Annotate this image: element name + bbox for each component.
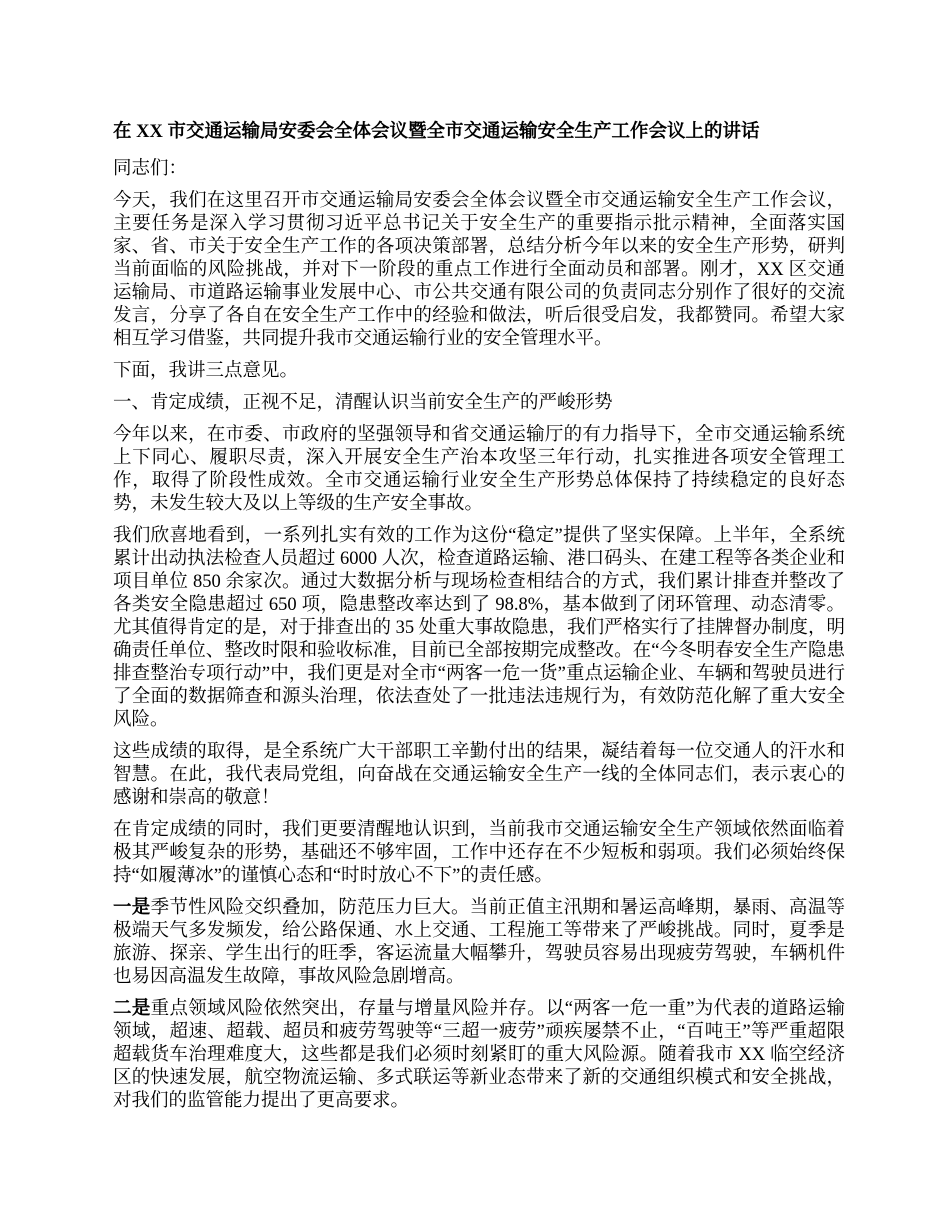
section-heading-1 [113,392,845,415]
paragraph-lead-bold: 一是 [113,898,151,918]
paragraph-text: 今年以来，在市委、市政府的坚强领导和省交通运输厅的有力指导下，全市交通运输系统上下同心、履职尽责，深入开展安全生产治本攻坚三年行动，扎实推进各项安全管理工作，取得了阶段性成效。全市交通运输行业安全生产形势总体保持了持续稳定的良好态势，未发生较大及以上等级的生产安全事故。 [113,425,845,514]
paragraph-text: 季节性风险交织叠加，防范压力巨大。当前正值主汛期和暑运高峰期，暴雨、高温等极端天气多发频发，给公路保通、水上交通、工程施工等带来了严峻挑战。同时，夏季是旅游、探亲、学生出行的旺季，客运流量大幅攀升，驾驶员容易出现疲劳驾驶，车辆机件也易因高温发生故障，事故风险急剧增高。 [113,898,845,987]
paragraph-text: 下面，我讲三点意见。 [113,361,299,381]
paragraph-salutation [113,158,845,181]
paragraph-text: 我们欣喜地看到，一系列扎实有效的工作为这份“稳定”提供了坚实保障。上半年，全系统累计出动执法检查人员超过 6000 人次，检查道路运输、港口码头、在建工程等各类企业和项目单位 850 余家次。通过大数据分析与现场检查相结合的方式，我们累计排查并整改了各类安全隐患超过 650 项，隐患整改率达到了 98.8%，基本做到了闭环管理、动态清零。尤其值得肯定的是，对于排查出的 35 处重大事故隐患，我们严格实行了挂牌督办制度，明确责任单位、整改时限和验收标准，目前已全部按期完成整改。在“今冬明春安全生产隐患排查整治专项行动”中，我们更是对全市“两客一危一货”重点运输企业、车辆和驾驶员进行了全面的数据筛查和源头治理，依法查处了一批违法违规行为，有效防范化解了重大安全风险。 [113,526,845,730]
paragraph-statistics [113,525,845,732]
paragraph-text: 一、肯定成绩，正视不足，清醒认识当前安全生产的严峻形势 [113,393,613,413]
paragraph-transition [113,360,845,383]
paragraph-text: 这些成绩的取得，是全系统广大干部职工辛勤付出的结果，凝结着每一位交通人的汗水和智慧。在此，我代表局党组，向奋战在交通运输安全生产一线的全体同志们，表示衷心的感谢和崇高的敬意！ [113,742,845,808]
paragraph-risk-point-2 [113,998,845,1113]
paragraph-risk-point-1 [113,897,845,989]
paragraph-achievements-overview [113,424,845,516]
paragraph-gratitude [113,741,845,810]
paragraph-challenges-overview [113,819,845,888]
document-title: 在 XX 市交通运输局安委会全体会议暨全市交通运输安全生产工作会议上的讲话 [113,122,760,142]
paragraph-opening [113,190,845,351]
paragraph-text: 重点领域风险依然突出，存量与增量风险并存。以“两客一危一重”为代表的道路运输领域，超速、超载、超员和疲劳驾驶等“三超一疲劳”顽疾屡禁不止，“百吨王”等严重超限超载货车治理难度大，这些都是我们必须时刻紧盯的重大风险源。随着我市 XX 临空经济区的快速发展，航空物流运输、多式联运等新业态带来了新的交通组织模式和安全挑战，对我们的监管能力提出了更高要求。 [113,999,845,1111]
paragraph-text: 在肯定成绩的同时，我们更要清醒地认识到，当前我市交通运输安全生产领域依然面临着极其严峻复杂的形势，基础还不够牢固，工作中还存在不少短板和弱项。我们必须始终保持“如履薄冰”的谨慎心态和“时时放心不下”的责任感。 [113,820,845,886]
paragraph-lead-bold: 二是 [113,999,151,1019]
paragraph-text: 同志们： [113,159,188,179]
paragraph-text: 今天，我们在这里召开市交通运输局安委会全体会议暨全市交通运输安全生产工作会议，主要任务是深入学习贯彻习近平总书记关于安全生产的重要指示批示精神，全面落实国家、省、市关于安全生产工作的各项决策部署，总结分析今年以来的安全生产形势，研判当前面临的风险挑战，并对下一阶段的重点工作进行全面动员和部署。刚才，XX 区交通运输局、市道路运输事业发展中心、市公共交通有限公司的负责同志分别作了很好的交流发言，分享了各自在安全生产工作中的经验和做法，听后很受启发，我都赞同。希望大家相互学习借鉴，共同提升我市交通运输行业的安全管理水平。 [113,191,845,349]
